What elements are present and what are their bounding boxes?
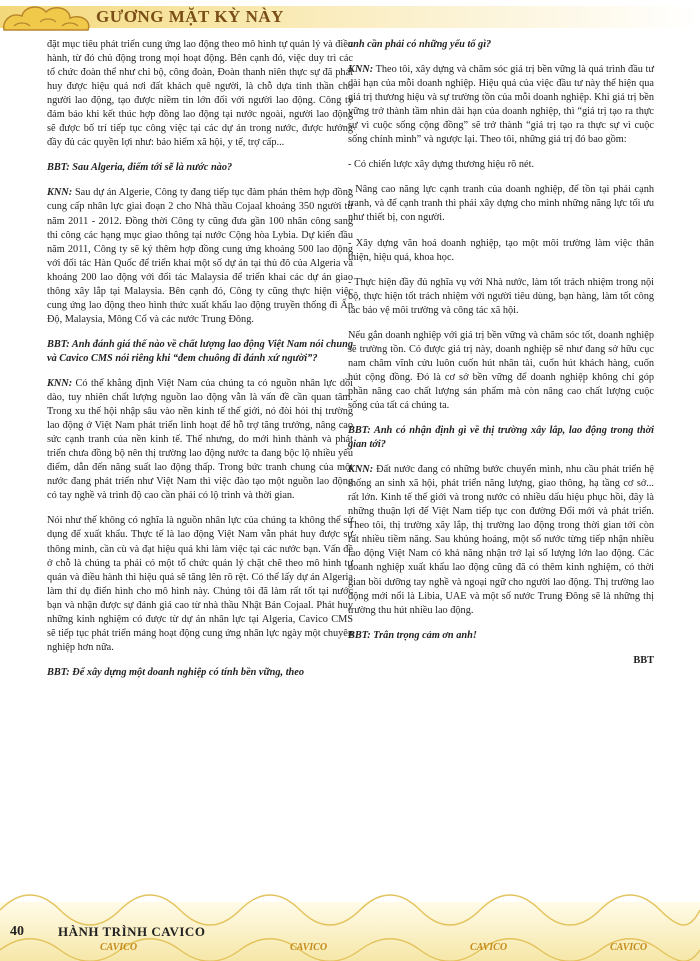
section-title: GƯƠNG MẶT KỲ NÀY [96,7,284,26]
answer-speaker: KNN: [47,187,73,199]
interview-answer [47,377,353,503]
interview-question: BBT: Anh đánh giá thế nào về chất lượng lao động Việt Nam nói chung và Cavico CMS nói riêng khi “đem chuông đi đánh xứ người”? [47,338,353,364]
answer-text: Theo tôi, xây dựng và chăm sóc giá trị bền vững là quá trình đầu tư dài hạn của mỗi doanh nghiệp. Hiệu quả của việc đầu tư này thể hiện qua giá trị thương hiệu và sự trường tồn của mỗi doanh nghiệp. Khi giá trị bền vững trở thành tầm nhìn dài hạn của doanh nghiệp, thì “giá trị tạo ra thực sự vì cuộc sống cộng đồng” sẽ trở thành “giá trị tạo ra thực sự vì cuộc sống chính mình” và ngược lại. Theo tôi, những giá trị đó bao gồm: [348,64,654,146]
bullet-item: - Xây dựng văn hoá doanh nghiệp, tạo một môi trường làm việc thân thiện, hiệu quả, khoa học. [348,237,654,263]
right-column [348,38,654,679]
interview-answer [348,63,654,147]
interview-answer [348,463,654,618]
cloud-ornament-icon [0,0,96,36]
interview-question: BBT: Anh có nhận định gì về thị trường xây lắp, lao động trong thời gian tới? [348,425,654,451]
page-header [0,0,700,36]
cavico-logo: CAVICO [100,942,138,953]
answer-speaker: KNN: [348,64,374,76]
magazine-name: HÀNH TRÌNH CAVICO [58,924,206,939]
closing-remark: BBT: Trân trọng cảm ơn anh! [348,629,477,641]
page-number: 40 [10,924,24,939]
left-column [47,38,353,691]
cavico-logo: CAVICO [610,942,648,953]
interview-answer [47,186,353,326]
paragraph: Nói như thế không có nghĩa là nguồn nhân lực của chúng ta không thể sử dụng để xuất khẩu. Thực tế là lao động Việt Nam vẫn phát huy được sự thông minh, cần cù và đạt hiệu quả khi làm việc tại các nước bạn. Vấn đề ở chỗ là chúng ta phải có một tổ chức quản lý chặt chẽ theo mô hình tự quản và điều hành thì hiệu quả sẽ tăng lên rõ rệt. Có thể lấy dự án Algeria làm thí dụ điển hình cho mô hình này. Chúng tôi đã làm rất tốt tại nước bạn và nhận được sự đánh giá cao từ nhà thầu Nhật Bản Cojaal. Phát huy những kinh nghiệm có được từ dự án nhân lực tại Algeria, Cavico CMS sẽ tiếp tục phát triển mảng hoạt động cung ứng nhân lực ngày một chuyên nghiệp hơn nữa. [47,515,353,653]
answer-text: Đất nước đang có những bước chuyển mình, nhu cầu phát triển hệ thống an sinh xã hội, phát triển năng lượng, giao thông, hạ tầng cơ sở... rất lớn. Kinh tế thế giới và trong nước có nhiều dấu hiệu phục hồi, đây là những thuận lợi để Việt Nam tiếp tục con đường Đổi mới và phát triển. Theo tôi, thị trường xây lắp, thị trường lao động trong thời gian tới còn rất nhiều tiềm năng. Sau khủng hoảng, một số nước từng tiếp nhận nhiều lao động Việt Nam có khả năng nhận trở lại số lượng lớn lao động. Các doanh nghiệp xuất khẩu lao động cũng đã có thêm kinh nghiệm, có thời gian bồi dưỡng tay nghề và ngoại ngữ cho người lao động. Thị trường lao động mới nổi là Libia, UAE và một số nước Trung Đông sẽ là những thị trường thu hút nhiều lao động. [348,464,654,616]
answer-speaker: KNN: [47,377,73,389]
cavico-logo: CAVICO [470,942,508,953]
bullet-item: - Nâng cao năng lực cạnh tranh của doanh nghiệp, để tồn tại phải cạnh tranh, và để cạnh tranh thì phải xây dựng cho mình những năng lực tối ưu như thiết bị, con người. [348,184,654,224]
cavico-logo: CAVICO [290,942,328,953]
answer-text: Sau dự án Algerie, Công ty đang tiếp tục đàm phán thêm hợp đồng cung cấp nhân lực giai đoạn 2 cho Nhà thầu Cojaal khoảng 350 người từ năm 2011 - 2012. Đồng thời Công ty cũng đưa gần 100 nhân công sang thi công các hạng mục giao thông tại nước Cộng hòa Lybia. Dự kiến đầu năm 2011, Công ty sẽ ký thêm hợp đồng cung ứng khoảng 500 lao động với đối tác Hàn Quốc để triển khai một số dự án tại thủ đô của Algeria và khoảng 200 lao động với đối tác Malaysia để triển khai các dự án giao thông xây lắp tại Malaysia. Bên cạnh đó, Công ty cũng thực hiện việc cung ứng lao động theo hình thức xuất khẩu lao động truyền thống đi Ấn Độ, Malaysia, Mông Cổ và các nước Trung Đông. [47,187,353,325]
interview-question: BBT: Sau Algeria, điểm tới sẽ là nước nào? [47,162,233,174]
interview-question-continued: anh cần phải có những yếu tố gì? [348,39,492,50]
paragraph: đặt mục tiêu phát triển cung ứng lao động theo mô hình tự quản lý và điều hành, từ đó chủ động trong mọi hoạt động. Bên cạnh đó, việc duy trì các tổ chức đoàn thể như chi bộ, công đoàn, Đoàn thanh niên thực sự đã phát huy được hiệu quả nơi đất khách quê người, là chỗ dựa tinh thần cho người lao động, tạo được niềm tin lớn đối với người lao động. Công ty đảm bảo khi kết thúc hợp đồng lao động tại nước ngoài, người lao động sẽ được bố trí tiếp tục công việc tại các dự án trong nước, được hưởng đầy đủ các quyền lợi như: bảo hiểm xã hội, y tế, trợ cấp... [47,39,353,149]
signature: BBT [633,654,654,666]
answer-speaker: KNN: [348,464,374,476]
page-footer [0,880,700,961]
answer-text: Có thể khẳng định Việt Nam của chúng ta có nguồn nhân lực dồi dào, tuy nhiên chất lượng nguồn lao động vẫn là vấn đề cần quan tâm. Trong xu thế hội nhập sâu vào nền kinh tế thế giới, nó đòi hỏi thị trường lao động ở Việt Nam phát triển linh hoạt để hỗ trợ tăng trưởng, nâng cao sức cạnh tranh của nền kinh tế. Thế nhưng, do mới hình thành và phát triển chưa đồng bộ nên thị trường lao động nước ta đang bộc lộ nhiều yếu điểm, dẫn đến năng suất lao động thấp. Trong bức tranh chung của một nước đang phát triển như Việt Nam thì việc đào tạo một nguồn lao động có tay nghề và trình độ cao cần phải có lộ trình và thời gian. [47,377,353,502]
paragraph: Nếu gắn doanh nghiệp với giá trị bền vững và chăm sóc tốt, doanh nghiệp sẽ trường tồn. Có được giá trị này, doanh nghiệp sẽ như đang sở hữu cục nam châm vĩnh cửu luôn cuốn hút nhân tài, cuốn hút khách hàng, cuốn hút cộng đồng. Đó là cơ sở bền vững để doanh nghiệp không chỉ góp phần nâng cao chất lượng sản phẩm mà còn nâng cao chất lượng cuộc sống của tất cả chúng ta. [348,329,654,411]
interview-question: BBT: Để xây dựng một doanh nghiệp có tính bền vững, theo [47,666,305,678]
bullet-item: - Có chiến lược xây dựng thương hiệu rõ nét. [348,159,535,171]
bullet-item: - Thực hiện đầy đủ nghĩa vụ với Nhà nước, làm tốt trách nhiệm trong nội bộ, thực hiện tốt trách nhiệm với người tiêu dùng, bạn hàng, làm tốt công tác bảo vệ môi trường và công tác xã hội. [348,276,654,316]
